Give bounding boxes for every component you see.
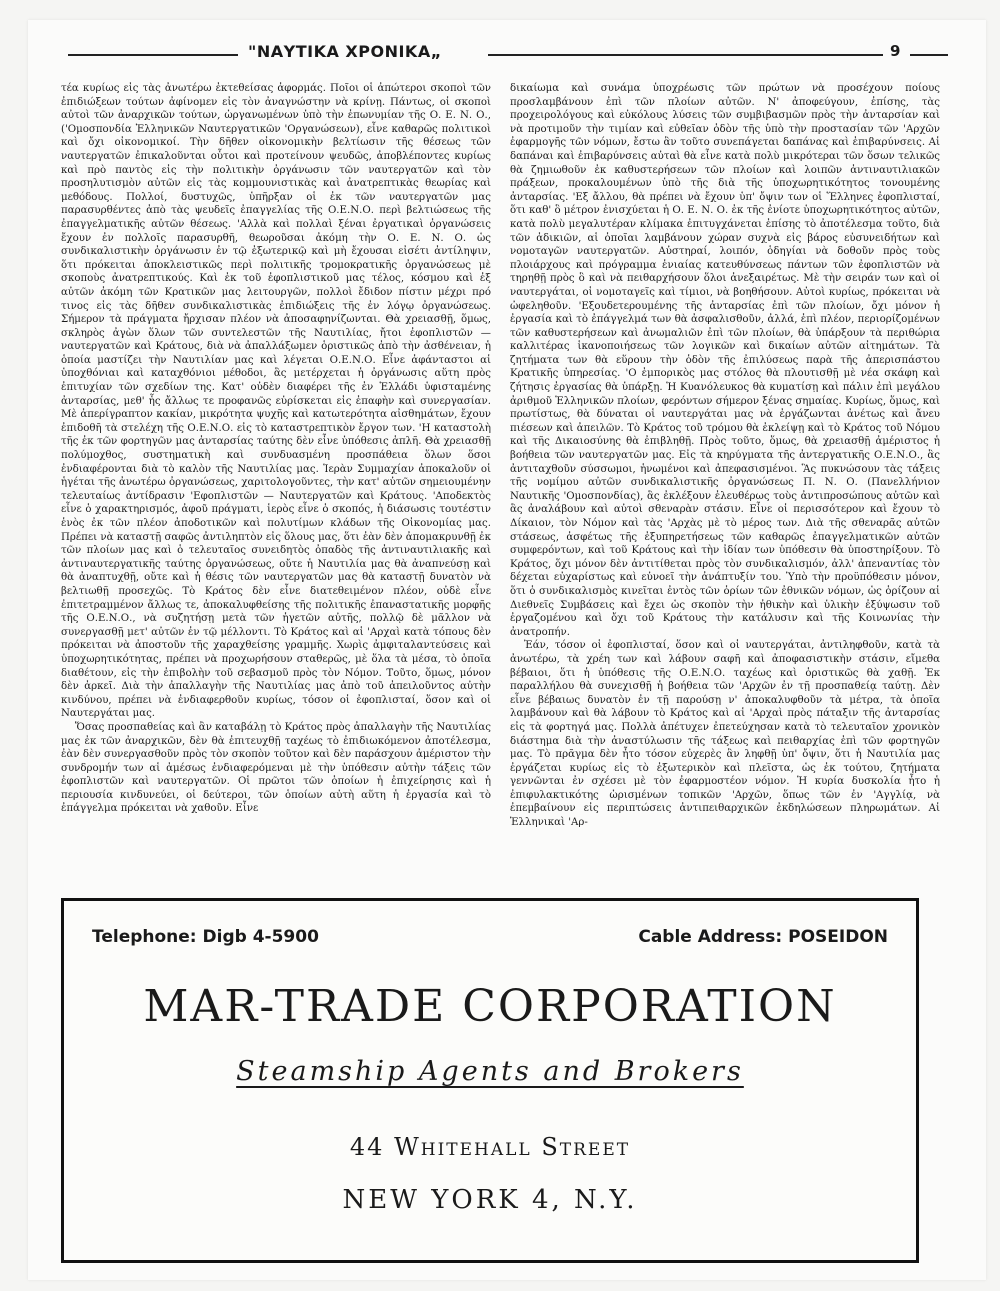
page-sheet <box>28 20 986 1280</box>
journal-title: "ΝΑΥΤΙΚΑ ΧΡΟΝΙΚΑ„ <box>248 42 442 61</box>
ad-telephone: Telephone: Digb 4-5900 <box>92 927 319 947</box>
article-paragraph: Ὅσας προσπαθείας καὶ ἂν καταβάλῃ τὸ Κράτος πρὸς ἀπαλλαγὴν τῆς Ναυτιλίας μας ἐκ τῶν ἀναρχικῶν, δὲν θὰ ἐπιτευχθῇ ταχέως τὸ ἐπιδιωκόμενον ἀποτέλεσμα, ἐὰν δὲν συνεργασθοῦν πρὸς τὸν σκοπὸν τοῦτον καὶ δὲν παράσχουν ἀμέριστον τὴν συνδρομήν των αἱ ἀμέσως ἐνδιαφερόμεναι μὲ τὴν ὑπόθεσιν αὐτὴν τάξεις τῶν ἐφοπλιστῶν καὶ ναυτεργατῶν. Οἱ πρῶτοι τῶν ὁποίων ἡ ἐπιχείρησις καὶ ἡ περιουσία κινδυνεύει, οἱ δεύτεροι, τῶν ὁποίων αὐτὴ αὕτη ἡ ἐργασία καὶ τὸ ἐπάγγελμα πρόκειται νὰ χαθοῦν. Εἶνε <box>61 721 491 815</box>
header-rule-middle <box>488 54 883 56</box>
page-number: 9 <box>890 42 901 60</box>
article-paragraph: δικαίωμα καὶ συνάμα ὑποχρέωσις τῶν πρώτων νὰ προσέχουν ποίους προσλαμβάνουν ἐπὶ τῶν πλοίων αὐτῶν. Ν' ἀποφεύγουν, ἐπίσης, τὰς προχειρολόγους καὶ εὐκόλους λύσεις τῶν συμβιβασμῶν πρὸς τὴν ἀνταρσίαν καὶ νὰ προτιμοῦν τὴν τιμίαν καὶ εὐθεῖαν ὁδὸν τῆς ὑπὸ τὴν προστασίαν τῶν 'Αρχῶν ἐφαρμογῆς τῶν νόμων, ἔστω ἂν τοῦτο συνεπάγεται δαπάνας καὶ ἐπιβαρύνσεις. Αἱ δαπάναι καὶ ἐπιβαρύνσεις αὐταὶ θὰ εἶνε κατὰ πολὺ μικρότεραι τῶν ὅσων τελικῶς θὰ ζημιωθοῦν ἐκ καθυστερήσεων τῶν πλοίων καὶ λοιπῶν ἀντιναυτιλιακῶν πράξεων, προκαλουμένων ὑπὸ τῆς διὰ τῆς ὑποχωρητικότητος τονουμένης ἀνταρσίας. 'Εξ ἄλλου, θὰ πρέπει νὰ ἔχουν ὑπ' ὄψιν των οἱ Ἕλληνες ἐφοπλισταί, ὅτι καθ' ὃ μέτρον ἐνισχύεται ἡ Ο. Ε. Ν. Ο. ἐκ τῆς ἐνίοτε ὑποχωρητικότητος αὐτῶν, κατὰ πολὺ μεγαλυτέραν κλίμακα ἐπιτυγχάνεται ἐπίσης τὸ ἀποτέλεσμα τοῦτο, διὰ τῶν ἀδικιῶν, αἱ ὁποῖαι λαμβάνουν χώραν συχνὰ εἰς βάρος εὐσυνειδήτων καὶ νομοταγῶν ναυτεργατῶν. Αὐστηραί, λοιπόν, ὁδηγίαι νὰ δοθοῦν πρὸς τοὺς πλοιάρχους καὶ πρόγραμμα ἑνιαίας κατευθύνσεως πάντων τῶν ἐφοπλιστῶν νὰ τηρηθῇ πρὸς ὃ καὶ νὰ πειθαρχήσουν ὅλοι ἀνεξαιρέτως. Μὲ τὴν σειράν των καὶ οἱ ναυτεργάται, οἱ νομοταγεῖς καὶ τίμιοι, νὰ βοηθήσουν. Αὐτοὶ κυρίως, πρόκειται νὰ ὠφεληθοῦν. 'Εξουδετερουμένης τῆς ἀνταρσίας ἐπὶ τῶν πλοίων, ὄχι μόνον ἡ ἐργασία καὶ τὸ ἐπάγγελμά των θὰ ἀσφαλισθοῦν, ἀλλά, ἐπὶ πλέον, περιορίζομένων τῶν καθυστερήσεων καὶ ἀνωμαλιῶν ἐπὶ τῶν πλοίων, θὰ ὑπάρξουν τὰ περιθώρια καλλιτέρας ἱκανοποιήσεως τῶν λογικῶν καὶ δικαίων αὐτῶν αἰτημάτων. Τὰ ζητήματα των θὰ εὕρουν τὴν ὁδὸν τῆς ἐπιλύσεως παρὰ τῆς ἀπερισπάστου Κρατικῆς ὑπηρεσίας. 'Ο ἐμπορικὸς μας στόλος θὰ πλουτισθῇ μὲ νέα σκάφη καὶ ζήτησις ἐργασίας θὰ ὑπάρξῃ. Ἡ Κυανόλευκος θὰ κυματίσῃ καὶ πάλιν ἐπὶ μεγάλου ἀριθμοῦ Ἑλληνικῶν πλοίων, φερόντων σήμερον ξένας σημαίας. Κυρίως, ὅμως, καὶ πρωτίστως, θὰ δύναται οἱ ναυτεργάται μας νὰ ἐργάζωνται ἀνέτως καὶ ἄνευ πιέσεων καὶ ἀπειλῶν. Τὸ Κράτος τοῦ τρόμου θὰ ἐκλείψῃ καὶ τὸ Κράτος τοῦ Νόμου καὶ τῆς Δικαιοσύνης θὰ ἐπιβληθῇ. Πρὸς τοῦτο, ὅμως, θὰ χρειασθῇ ἀμέριστος ἡ βοήθεια τῶν ναυτεργατῶν μας. Εἰς τὰ κηρύγματα τῆς ἀντεργατικῆς Ο.Ε.Ν.Ο., ἃς ἀντιταχθοῦν σύσσωμοι, ἡνωμένοι καὶ ἀπεφασισμένοι. Ἃς πυκνώσουν τὰς τάξεις τῆς νομίμου αὐτῶν συνδικαλιστικῆς ὀργανώσεως Π. Ν. Ο. (Πανελλήνιον Ναυτικῆς 'Ομοσπονδίας), ἃς ἐκλέξουν ἐλευθέρως τοὺς ἀντιπροσώπους αὐτῶν καὶ ἃς ἀναλάβουν καὶ αὐτοὶ σθεναρὰν στάσιν. Εἶνε οἱ περισσότερον καὶ ἔχουν τὸ Δίκαιον, τὸν Νόμον καὶ τὰς 'Αρχὰς μὲ τὸ μέρος των. Διὰ τῆς σθεναρᾶς αὐτῶν στάσεως, ἀσφέτως τῆς ἐξυπηρετήσεως τῶν καθαρῶς ἐπαγγελματικῶν αὐτῶν συμφερόντων, καὶ τοῦ Κράτους καὶ τὴν ἰδίαν των ὑπόθεσιν θὰ ὑποστηρίξουν. Τὸ Κράτος, ὅχι μόνον δὲν ἀντιτίθεται πρὸς τὸν συνδικαλισμόν, ἀλλ' ἀπεναντίας τὸν δέχεται εὐχαρίστως καὶ εὐνοεῖ τὴν ἀνάπτυξίν του. Ὑπὸ τὴν προϋπόθεσιν μόνον, ὅτι ὁ συνδικαλισμὸς κινεῖται ἐντὸς τῶν ὁρίων τῶν ἐθνικῶν νόμων, ὡς ὁρίζουν αἱ Διεθνεῖς Συμβάσεις καὶ ἔχει ὡς σκοπὸν τὴν ἠθικὴν καὶ ὑλικὴν ἐξύψωσιν τοῦ ἐργαζομένου καὶ ὄχι τοῦ Κράτους τὴν κατάλυσιν καὶ τῆς Κοινωνίας τὴν ἀνατροπήν. <box>510 83 940 638</box>
article-column-right <box>510 82 940 882</box>
advertisement-box <box>61 898 919 1263</box>
ad-cable-address: Cable Address: POSEIDON <box>638 927 888 947</box>
ad-tagline: Steamship Agents and Brokers <box>236 1056 744 1087</box>
header-rule-right <box>910 54 948 56</box>
article-paragraph: τέα κυρίως εἰς τὰς ἀνωτέρω ἐκτεθείσας ἀφορμάς. Ποῖοι οἱ ἀπώτεροι σκοποὶ τῶν ἐπιδιώξεων τούτων ἀφίνομεν εἰς τὸν ἀναγνώστην νὰ κρίνῃ. Πάντως, οἱ σκοποὶ αὐτοὶ τῶν ἀναρχικῶν τούτων, ὠργανωμένων ὑπὸ τὴν ἐπωνυμίαν τῆς Ο. Ε. Ν. Ο., ('Ομοσπονδία Ἑλληνικῶν Ναυτεργατικῶν 'Οργανώσεων), εἶνε καθαρῶς πολιτικοὶ καὶ ὄχι οἰκονομικοί. Τὴν δῆθεν οἰκονομικὴν βελτίωσιν τῆς θέσεως τῶν ναυτεργατῶν ἐπικαλοῦνται οὗτοι καὶ προτείνουν ψευδῶς, ἀποβλέποντες κυρίως καὶ πρὸ παντὸς εἰς τὴν πολιτικὴν ὀργάνωσιν τῶν ναυτεργατῶν καὶ τὸν προσηλυτισμὸν αὐτῶν εἰς τὰς κομμουνιστικὰς καὶ ἀνατρεπτικὰς θεωρίας καὶ μεθόδους. Πολλοί, δυστυχῶς, ὑπῆρξαν οἱ ἐκ τῶν ναυτεργατῶν μας παρασυρθέντες ἀπὸ τὰς ψευδεῖς ἐπαγγελίας τῆς Ο.Ε.Ν.Ο. περὶ βελτιώσεως τῆς ἐπαγγελματικῆς αὐτῶν θέσεως. 'Αλλὰ καὶ πολλαὶ ξέναι ἐργατικαὶ ὀργανώσεις ἔχουν ἐν πολλοῖς παρασυρθῆ, θεωροῦσαι ἀκόμη τὴν Ο. Ε. Ν. Ο. ὡς συνδικαλιστικὴν ὀργάνωσιν ἐν τῷ ἐξωτερικῷ καὶ μὴ ἔχουσαι εἰσέτι ἀντίληψιν, ὅτι πρόκειται ἀποκλειστικῶς περὶ πολιτικῆς τρομοκρατικῆς ὀργανώσεως μὲ σκοποὺς ἀνατρεπτικούς. Καὶ ἐκ τοῦ ἐφοπλιστικοῦ μας τέλος, κόσμου καὶ ἐξ αὐτῶν ἀκόμη τῶν Κρατικῶν μας λειτουργῶν, πολλοὶ ἔδιδον πίστιν μέχρι πρό τινος εἰς τὰς δῆθεν συνδικαλιστικὰς ἐπιδιώξεις τῆς ἐν λόγῳ ὀργανώσεως. Σήμερον τὰ πράγματα ἤρχισαν πλέον νὰ ἀποσαφηνίζωνται. Θὰ χρειασθῇ, ὅμως, σκληρὸς ἀγὼν ὅλων τῶν συντελεστῶν τῆς Ναυτιλίας, ἤτοι ἐφοπλιστῶν — ναυτεργατῶν καὶ Κράτους, διὰ νὰ ἀπαλλάξωμεν ὁριστικῶς ἀπὸ τὴν ἀσθένειαν, ἡ ὁποία μαστίζει τὴν Ναυτιλίαν μας καὶ λέγεται Ο.Ε.Ν.Ο. Εἶνε ἀφάνταστοι αἱ ὑποχθόνιαι καὶ καταχθόνιοι μέθοδοι, ἃς μετέρχεται ἡ ὀργάνωσις αὕτη πρὸς ἐπιτυχίαν τῶν σχεδίων της. Κατ' οὐδὲν διαφέρει τῆς ἐν Ἑλλάδι ὑφισταμένης ἀνταρσίας, μεθ' ἧς ἄλλως τε προφανῶς εὑρίσκεται εἰς ἐπαφὴν καὶ συνεργασίαν. Μὲ ἀπερίγραπτον κακίαν, μικρότητα ψυχῆς καὶ κατωτερότητα αἰσθημάτων, ἔχουν ἐπιδοθῆ τὰ στελέχη τῆς Ο.Ε.Ν.Ο. εἰς τὸ καταστρεπτικὸν ἔργον των. 'Η καταστολὴ τῆς ἐκ τῶν φορτηγῶν μας ἀνταρσίας ταύτης δὲν εἶνε ὑπόθεσις ἁπλῆ. Θὰ χρειασθῇ πολύμοχθος, συστηματικὴ καὶ συνδυασμένη προσπάθεια ὅλων ὅσοι ἐνδιαφέρονται διὰ τὸ καλὸν τῆς Ναυτιλίας μας. Ἱερὰν Συμμαχίαν ἀποκαλοῦν οἱ ἡγέται τῆς ἀνωτέρω ὀργανώσεως, χαριτολογοῦντες, τὴν κατ' αὐτῶν σημειουμένην τελευταίως ἀντίδρασιν 'Εφοπλιστῶν — Ναυτεργατῶν καὶ Κράτους. 'Αποδεκτὸς εἶνε ὁ χαρακτηρισμός, ἀφοῦ πράγματι, ἱερὸς εἶνε ὁ σκοπός, ἡ διάσωσις τουτέστιν ἑνὸς ἐκ τῶν πλέον ἀποδοτικῶν καὶ πολυτίμων κλάδων τῆς Οἰκονομίας μας. Πρέπει νὰ καταστῇ σαφῶς ἀντιληπτὸν εἰς ὅλους μας, ὅτι ἐὰν δὲν ἀπομακρυνθῇ ἐκ τῶν πλοίων μας καὶ ὁ τελευταῖος συνειδητὸς ὀπαδὸς τῆς ἀντιναυτιλιακῆς καὶ ἀντιναυτεργατικῆς ταύτης ὀργανώσεως, οὔτε ἡ Ναυτιλία μας θὰ ἀναπνεύσῃ καὶ θὰ ἀναπτυχθῇ, οὔτε καὶ ἡ θέσις τῶν ναυτεργατῶν μας θὰ καταστῇ δυνατὸν νὰ βελτιωθῇ προσεχῶς. Τὸ Κράτος δὲν εἶνε διατεθειμένον πλέον, οὐδὲ εἶνε ἐπιτετραμμένον ἄλλως τε, ἀποκαλυφθείσης τῆς πολιτικῆς ἐπαναστατικῆς μορφῆς τῆς Ο.Ε.Ν.Ο., νὰ συζητήσῃ μετὰ τῶν ἡγετῶν αὐτῆς, πολλῷ δὲ μᾶλλον νὰ συνεργασθῇ μετ' αὐτῶν ἐν τῷ μέλλοντι. Τὸ Κράτος καὶ αἱ 'Αρχαὶ κατὰ τόπους δὲν πρόκειται νὰ ἀποστοῦν τῆς χαραχθείσης γραμμῆς. Χωρὶς ἀμφιταλαντεύσεις καὶ ὑποχωρητικότητας, πρέπει νὰ προχωρήσουν σταθερῶς, μὲ ὅλα τὰ μέσα, τὸ ὁποῖα διαθέτουν, εἰς τὴν ἐπιβολὴν τοῦ σεβασμοῦ πρὸς τὸν Νόμον. Τοῦτο, ὅμως, μόνον δὲν ἀρκεῖ. Διὰ τὴν ἀπαλλαγὴν τῆς Ναυτιλίας μας ἀπὸ τοῦ ἀπειλοῦντος αὐτὴν κινδύνου, πρέπει νὰ ἐνδιαφερθοῦν κυρίως, τόσον οἱ ἐφοπλισταί, ὅσον καὶ οἱ Ναυτεργάται μας. <box>61 83 491 720</box>
ad-street-address: 44 Whitehall Street <box>349 1133 631 1161</box>
ad-company-name: MAR-TRADE CORPORATION <box>143 981 837 1032</box>
header-rule-left <box>68 54 238 56</box>
article-column-left <box>61 82 491 882</box>
ad-city-address: NEW YORK 4, N.Y. <box>342 1185 638 1215</box>
running-header <box>68 40 948 70</box>
article-paragraph: Ἐάν, τόσον οἱ ἐφοπλισταί, ὅσον καὶ οἱ ναυτεργάται, ἀντιληφθοῦν, κατὰ τὰ ἀνωτέρω, τὰ χρέη των καὶ λάβουν σαφῆ καὶ ἀποφασιστικὴν στάσιν, εἴμεθα βέβαιοι, ὅτι ἡ ὑπόθεσις τῆς Ο.Ε.Ν.Ο. ταχέως καὶ ὁριστικῶς θὰ χαθῇ. Ἐκ παραλλήλου θὰ συνεχισθῇ ἡ βοήθεια τῶν 'Αρχῶν ἐν τῇ προσπαθείᾳ ταύτῃ. Δὲν εἶνε βέβαιως δυνατὸν ἐν τῇ παρούσῃ ν' ἀποκαλυφθοῦν τὰ μέτρα, τὰ ὁποῖα λαμβάνουν καὶ θὰ λάβουν τὸ Κράτος καὶ αἱ 'Αρχαὶ πρὸς πάταξιν τῆς ἀνταρσίας εἰς τὰ φορτηγά μας. Πολλὰ ἀπέτυχεν ἐπετεύχησαν κατὰ τὸ τελευταῖον χρονικὸν διάστημα διὰ τὴν ἀναστύλωσιν τῆς τάξεως καὶ πειθαρχίας ἐπὶ τῶν φορτηγῶν μας. Τὸ πρᾶγμα δὲν ἦτο τόσον εὐχερὲς ἂν ληφθῇ ὑπ' ὄψιν, ὅτι ἡ Ναυτιλία μας ἐργάζεται κυρίως εἰς τὸ ἐξωτερικὸν καὶ πλεῖστα, ὡς ἐκ τούτου, ζητήματα γεννῶνται ἐν σχέσει μὲ τὸν ἐφαρμοστέον νόμον. Ἡ κυρία δυσκολία ἦτο ἡ ἐπιφυλακτικότης ὡρισμένων τοπικῶν 'Αρχῶν, ὅπως τῶν ἐν 'Αγγλίᾳ, νὰ ἐπεμβαίνουν εἰς περιπτώσεις ἀντιπειθαρχικῶν ἐκδηλώσεων πληρωμάτων. Αἱ Ἑλληνικαὶ 'Αρ- <box>510 640 940 829</box>
